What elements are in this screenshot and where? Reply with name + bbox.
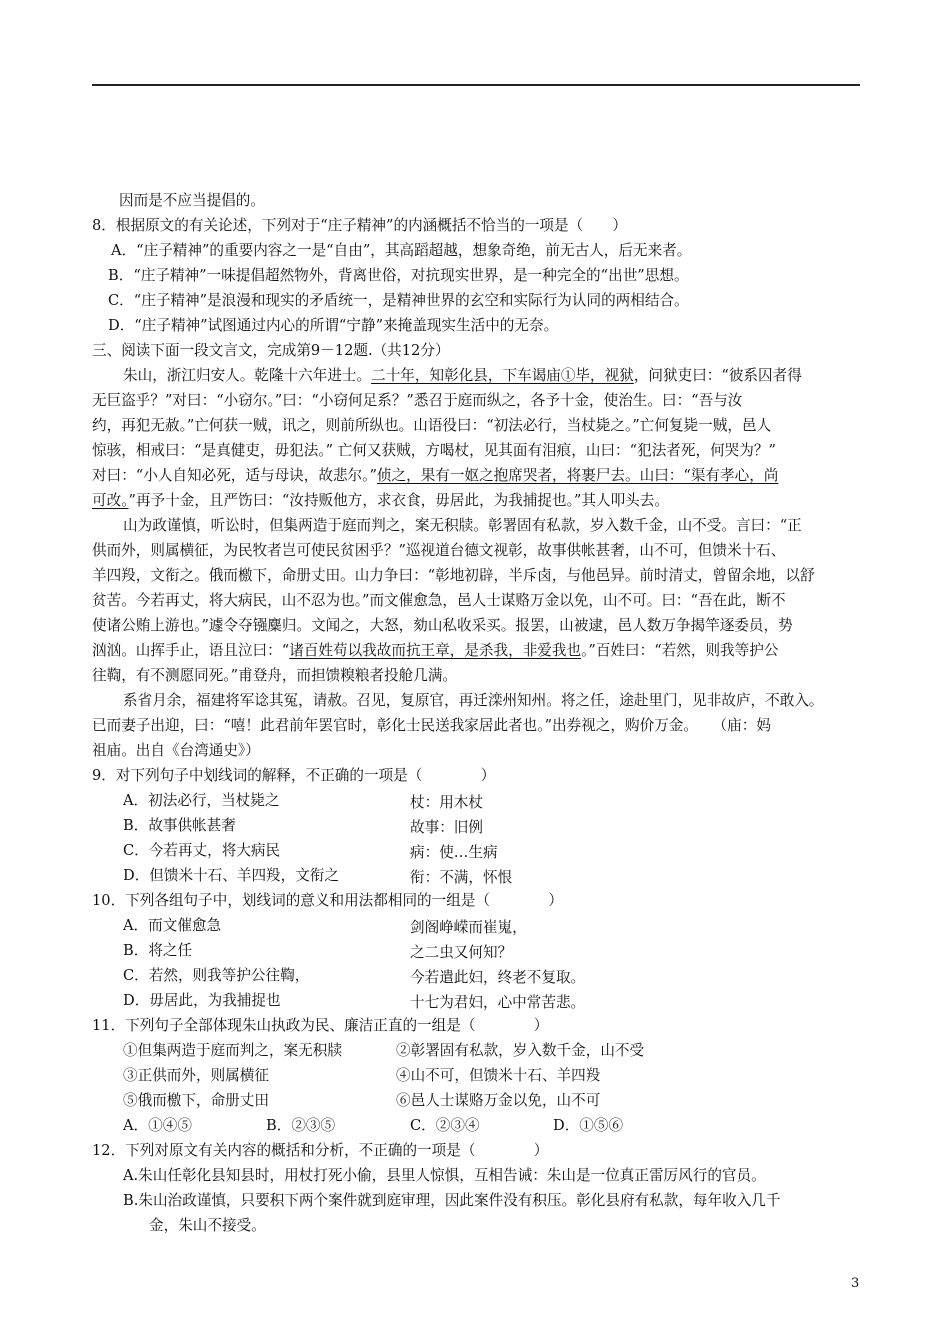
text-line-l07: 三、阅读下面一段文言文，完成第9－12题.（共12分） — [92, 342, 450, 359]
passage-p3-line1: 系省月余，福建将军谂其冤，请赦。召见，复原官，再迁滦州知州。将之任，途赴里门，见非故庐，不敢入。 — [123, 692, 824, 709]
text-line-l05: C．“庄子精神”是浪漫和现实的矛盾统一，是精神世界的玄空和实际行为认同的两相结合。 — [108, 292, 689, 309]
q11-item-6: ⑥邑人士谋赂万金以免，山不可 — [396, 1092, 601, 1109]
passage-p1-line1 — [123, 366, 802, 386]
passage-p1-line3: 约，再犯无赦。”亡何获一贼，讯之，则前所纵也。山语役曰：“初法必行，当杖毙之。”亡何复毙一贼，邑人 — [92, 417, 772, 434]
underlined-sentence: 二十年，知彰化县，下车谒庙①毕，视狱 — [371, 367, 634, 384]
q10-option-d: D．毋居此，为我捕捉也 — [123, 992, 281, 1009]
q9-option-a-gloss: 杖：用木杖 — [410, 794, 483, 811]
q12-option-a: A.朱山任彰化县知县时，用杖打死小偷，县里人惊惧，互相告诫：朱山是一位真正雷厉风行的官员。 — [123, 1167, 766, 1184]
text-span: 对曰：“小人自知必死，适与母诀，故悲尔。” — [92, 467, 377, 484]
q10-stem: 10．下列各组句子中，划线词的意义和用法都相同的一组是（ ） — [92, 892, 563, 909]
page-number: 3 — [851, 1276, 860, 1291]
passage-p2-line5: 使诸公贿上游也。”遽令夺镪麋归。文闻之，大怒，劾山私收采买。报罢，山被逮，邑人数万争揭竿逐委员，势 — [92, 617, 793, 634]
q11-stem: 11．下列句子全部体现朱山执政为民、廉洁正直的一组是（ ） — [92, 1017, 549, 1034]
q10-option-c-compare: 今若遣此妇，终老不复取。 — [410, 969, 586, 986]
q11-item-1: ①但集两造于庭而判之，案无积牍 — [123, 1042, 342, 1059]
q11-item-3: ③正供而外，则属横征 — [123, 1067, 269, 1084]
text-line-l03: A．“庄子精神”的重要内容之一是“自由”，其高蹈超越，想象奇绝，前无古人，后无来者。 — [111, 242, 692, 259]
q12-stem: 12．下列对原文有关内容的概括和分析，不正确的一项是（ ） — [92, 1142, 549, 1159]
q9-option-b-gloss: 故事：旧例 — [410, 819, 483, 836]
q9-option-d: D．但馈米十石、羊四羖，文衔之 — [123, 867, 340, 884]
text-span: ”再予十金，且严饬曰：“汝持贩他方，求衣食，毋居此，为我捕捉也。”其人叩头去。 — [128, 492, 669, 509]
q11-choice-b: B．②③⑤ — [266, 1117, 336, 1134]
text-line-l02: 8．根据原文的有关论述，下列对于“庄子精神”的内涵概括不恰当的一项是（ ） — [92, 217, 627, 234]
q11-item-2: ②彰署固有私款，岁入数千金，山不受 — [396, 1042, 645, 1059]
q10-option-c: C．若然，则我等护公往鞫， — [123, 967, 310, 984]
text-span: 汹汹。山挥手止，语且泣曰：“ — [92, 642, 290, 659]
passage-p1-line6 — [92, 491, 669, 511]
q9-option-c-gloss: 病：使…生病 — [410, 844, 498, 861]
passage-p2-line4: 贫苦。今若再丈，将大病民，山不忍为也。”而文催愈急，邑人士谋赂万金以免，山不可。曰：“吾在此，断不 — [92, 592, 786, 609]
underlined-sentence: 可改。 — [92, 492, 129, 509]
q9-stem: 9．对下列句子中划线词的解释，不正确的一项是（ ） — [92, 767, 496, 784]
underlined-sentence: 诸百姓苟以我故而抗王章，是杀我，非爱我也 — [289, 642, 582, 659]
text-line-l01: 因而是不应当提倡的。 — [119, 192, 265, 209]
text-span: ，问狱吏曰：“彼系囚者得 — [633, 367, 802, 384]
header-rule — [92, 84, 860, 86]
text-line-l06: D．“庄子精神”试图通过内心的所谓“宁静”来掩盖现实生活中的无奈。 — [108, 317, 559, 334]
q12-option-b-line1: B.朱山治政谨慎，只要积下两个案件就到庭审理，因此案件没有积压。彰化县府有私款，每年收入几千 — [123, 1192, 781, 1209]
underlined-sentence: 侦之，果有一妪之抱席哭者，将裹尸去。山曰：“渠有孝心，尚 — [376, 467, 779, 484]
passage-p2-line7: 往鞫，有不测愿同死。”甫登舟，而担馈糗粮者投舱几满。 — [92, 667, 458, 684]
q10-option-b-compare: 之二虫又何知？ — [410, 944, 513, 961]
q9-option-b: B．故事供帐甚奢 — [123, 817, 236, 834]
q11-item-4: ④山不可，但馈米十石、羊四羖 — [396, 1067, 601, 1084]
passage-p2-line1: 山为政谨慎，听讼时，但集两造于庭而判之，案无积牍。彰署固有私款，岁入数千金，山不受。言曰：“正 — [123, 517, 802, 534]
text-span: 。”百姓曰：“若然，则我等护公 — [581, 642, 779, 659]
q11-item-5: ⑤俄而檄下，命册丈田 — [123, 1092, 269, 1109]
passage-p2-line2: 供而外，则属横征，为民牧者岂可使民贫困乎？”巡视道台德文视彰，故事供帐甚奢，山不可，但馈米十石、 — [92, 542, 786, 559]
text-span: 朱山，浙江归安人。乾隆十六年进士。 — [123, 367, 372, 384]
q10-option-a-compare: 剑阁峥嵘而崔嵬， — [410, 919, 527, 936]
passage-p3-line3: 祖庙。出自《台湾通史》） — [92, 742, 260, 759]
q9-option-d-gloss: 衔：不满，怀恨 — [410, 869, 513, 886]
passage-p1-line5 — [92, 466, 778, 486]
passage-p2-line6 — [92, 641, 778, 661]
q12-option-b-line2: 金，朱山不接受。 — [149, 1217, 266, 1234]
passage-p1-line2: 无巨盗乎？”对曰：“小窃尔。”曰：“小窃何足系？”悉召于庭而纵之，各予十金，使治生。曰：“吾与汝 — [92, 392, 743, 409]
q11-choice-a: A．①④⑤ — [123, 1117, 192, 1134]
q9-option-c: C．今若再丈，将大病民 — [123, 842, 281, 859]
passage-p2-line3: 羊四羖，文衔之。俄而檄下，命册丈田。山力争曰：“彰地初辟，半斥卤，与他邑异。前时清丈，曾留余地，以舒 — [92, 567, 815, 584]
q9-option-a: A．初法必行，当杖毙之 — [123, 792, 280, 809]
passage-p3-line2: 已而妻子出迎，曰：“嘻！此君前年罢官时，彰化士民送我家居此者也。”出券视之，购价万金。 （庙：妈 — [92, 717, 771, 734]
q10-option-d-compare: 十七为君妇，心中常苦悲。 — [410, 994, 586, 1011]
text-line-l04: B．“庄子精神”一味提倡超然物外，背离世俗，对抗现实世界，是一种完全的“出世”思想。 — [108, 267, 689, 284]
passage-p1-line4: 惊骇，相戒曰：“是真健吏，毋犯法。” 亡何又获贼，方喝杖，见其面有泪痕，山曰：“犯法者死，何哭为？” — [92, 442, 776, 459]
q10-option-b: B．将之任 — [123, 942, 193, 959]
q11-choice-d: D．①⑤⑥ — [553, 1117, 624, 1134]
q10-option-a: A．而文催愈急 — [123, 917, 222, 934]
q11-choice-c: C．②③④ — [410, 1117, 480, 1134]
